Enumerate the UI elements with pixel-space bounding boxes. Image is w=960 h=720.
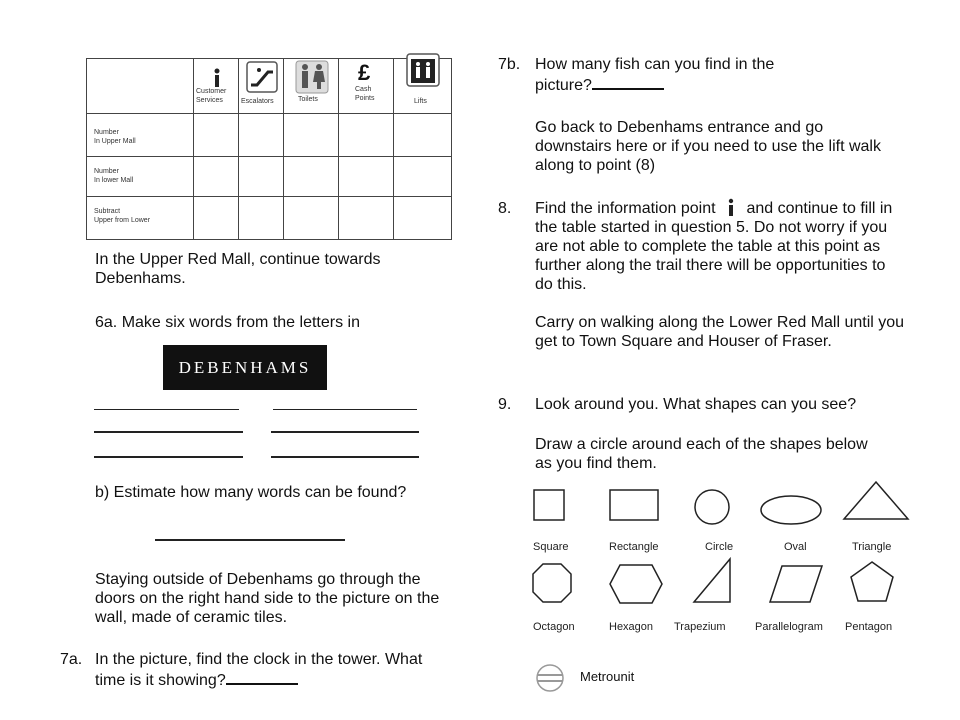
answer-blank-7b[interactable]: [592, 74, 664, 90]
oval-shape[interactable]: [761, 496, 821, 524]
shape-label-parallelogram: Parallelogram: [755, 621, 823, 633]
table-cell[interactable]: [238, 113, 284, 157]
shape-label-pentagon: Pentagon: [845, 621, 893, 633]
table-cell[interactable]: [283, 156, 339, 197]
staying-outside-instruction: Staying outside of Debenhams go through the doors on the right hand side to the picture on the wall, made of ceramic tiles.: [95, 571, 440, 626]
table-header-cash-points: [338, 58, 394, 114]
lift-icon: [406, 53, 440, 87]
table-cell[interactable]: [338, 156, 394, 197]
pentagon-shape[interactable]: [851, 562, 893, 601]
pound-icon: £: [358, 60, 371, 85]
info-icon: [720, 199, 742, 215]
shape-label-oval: Oval: [784, 541, 807, 553]
answer-line[interactable]: [94, 456, 243, 458]
row-label-lower: Number In lower Mall: [86, 156, 194, 197]
answer-line[interactable]: [271, 456, 419, 458]
question-8-text-before: Find the information point: [535, 200, 716, 217]
answer-blank-7a[interactable]: [226, 669, 298, 685]
table-cell[interactable]: [283, 113, 339, 157]
table-cell[interactable]: [193, 113, 239, 157]
shape-label-triangle: Triangle: [852, 541, 892, 553]
table-cell[interactable]: [238, 156, 284, 197]
table-header-lifts: [393, 58, 452, 114]
shape-label-trapezium: Trapezium: [674, 621, 726, 633]
facilities-table: [86, 58, 452, 240]
question-8-number: 8.: [498, 200, 512, 217]
table-header-blank: [86, 58, 194, 114]
answer-line[interactable]: [273, 409, 417, 410]
table-cell[interactable]: [393, 196, 452, 240]
table-cell[interactable]: [238, 196, 284, 240]
question-7a: [95, 650, 445, 690]
table-cell[interactable]: [193, 156, 239, 197]
header-lifts-label: Lifts: [414, 98, 427, 105]
square-shape[interactable]: [534, 490, 564, 520]
table-header-escalators: [238, 58, 284, 114]
carry-on-instruction: Carry on walking along the Lower Red Mall until you get to Town Square and Houser of Fraser.: [535, 314, 905, 350]
upper-mall-instruction: In the Upper Red Mall, continue towards Debenhams.: [95, 251, 381, 287]
escalator-icon: [246, 61, 278, 93]
triangle-shape[interactable]: [844, 482, 908, 519]
toilets-icon: [295, 60, 329, 94]
shape-label-circle: Circle: [705, 541, 734, 553]
shape-label-square: Square: [533, 541, 569, 553]
question-6a: 6a. Make six words from the letters in: [95, 314, 360, 331]
shape-label-rectangle: Rectangle: [609, 541, 659, 553]
question-6b: b) Estimate how many words can be found?: [95, 484, 407, 501]
table-cell[interactable]: [393, 113, 452, 157]
answer-line[interactable]: [271, 431, 419, 433]
row-label-subtract: Subtract Upper from Lower: [86, 196, 194, 240]
answer-line[interactable]: [94, 431, 243, 433]
hexagon-shape[interactable]: [610, 565, 662, 603]
table-header-customer-services: [193, 58, 239, 114]
table-cell[interactable]: [338, 196, 394, 240]
question-7b: [535, 55, 835, 95]
rectangle-shape[interactable]: [610, 490, 658, 520]
table-header-toilets: [283, 58, 339, 114]
question-9: Look around you. What shapes can you see?: [535, 396, 857, 413]
question-7a-text: In the picture, find the clock in the tower. What time is it showing?: [95, 651, 423, 689]
shape-label-hexagon: Hexagon: [609, 621, 654, 633]
header-toilets-label: Toilets: [298, 96, 318, 103]
shapes-row-2: [520, 556, 910, 606]
question-9-draw-instruction: Draw a circle around each of the shapes below as you find them.: [535, 436, 868, 472]
shape-label-octagon: Octagon: [533, 621, 575, 633]
question-8-text-after: and continue to fill in the table started in question 5. Do not worry if you are not able to complete the table at this point as further along the trail there will be opportunities to do this.: [535, 200, 893, 293]
header-customer-services-label: Customer Services: [196, 88, 227, 104]
octagon-shape[interactable]: [533, 564, 571, 602]
trapezium-shape[interactable]: [694, 559, 730, 602]
header-escalators-label: Escalators: [241, 98, 274, 105]
answer-line-6b[interactable]: [155, 539, 345, 541]
parallelogram-shape[interactable]: [770, 566, 822, 602]
debenhams-logo: DEBENHAMS: [163, 345, 327, 390]
table-cell[interactable]: [193, 196, 239, 240]
table-cell[interactable]: [338, 113, 394, 157]
question-7a-number: 7a.: [60, 651, 83, 668]
go-back-instruction: Go back to Debenhams entrance and go downstairs here or if you need to use the lift walk along to point (8): [535, 119, 881, 174]
question-7b-number: 7b.: [498, 56, 521, 73]
question-7b-text: How many fish can you find in the picture?: [535, 56, 775, 94]
table-cell[interactable]: [393, 156, 452, 197]
question-8: [535, 199, 903, 294]
info-icon: [208, 67, 226, 89]
row-label-upper: Number In Upper Mall: [86, 113, 194, 157]
question-9-number: 9.: [498, 396, 512, 413]
answer-line[interactable]: [94, 409, 239, 410]
metrounit-label: Metrounit: [580, 669, 635, 684]
metrounit-icon: [533, 663, 567, 693]
table-cell[interactable]: [283, 196, 339, 240]
circle-shape[interactable]: [695, 490, 729, 524]
header-cash-points-label: Cash Points: [355, 86, 375, 102]
shapes-row-1: [520, 478, 910, 528]
